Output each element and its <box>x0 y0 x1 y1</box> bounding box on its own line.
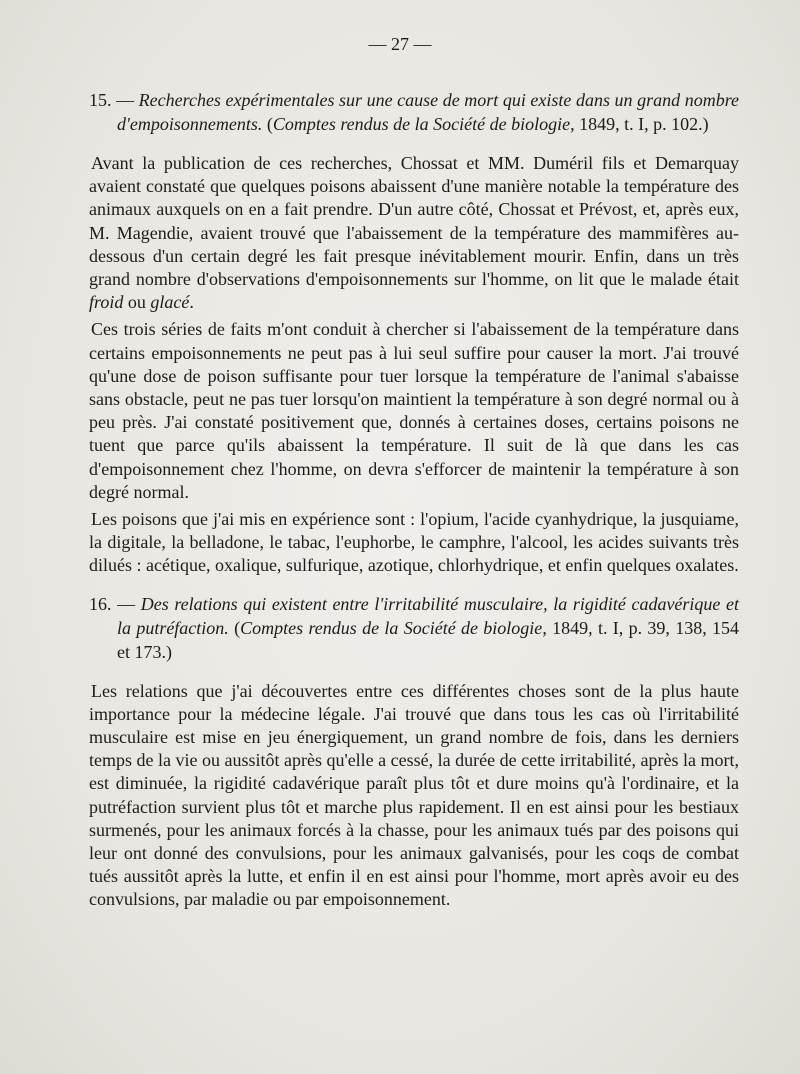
emphasis-froid: froid <box>89 292 124 313</box>
paragraph-text: Avant la publication de ces recherches, Chossat et MM. Duméril fils et Demarquay avaient constaté que quelques poisons abaissent d'une manière notable la température des animaux auxquels on en a fait prendre. D'un autre côté, Chossat et Prévost, et, après eux, M. Magendie, avaient trouvé que l'abaissement de la température des mammifères au-dessous d'un certain degré les fait presque inévitablement mourir. Enfin, dans un très grand nombre d'observations d'empoisonnements sur l'homme, on lit que le malade était <box>89 153 739 290</box>
reference-open: ( <box>266 114 273 134</box>
paragraph-text: . <box>189 292 194 313</box>
reference-details: , 1849, t. I, p. 102.) <box>570 114 709 134</box>
page-number: — 27 — <box>368 34 432 54</box>
entry-heading-15 <box>89 88 739 136</box>
page-content <box>89 88 739 916</box>
paragraph: Ces trois séries de faits m'ont conduit à chercher si l'abaissement de la température dans certains empoisonnements ne peut pas à lui seul suffire pour causer la mort. J'ai trouvé qu'une dose de poison suffisante pour tuer lorsque la température de l'animal s'abaisse sans obstacle, peut ne pas tuer lorsqu'on maintient la température à son degré normal ou à peu près. J'ai constaté positivement que, donnés à certaines doses, certains poisons ne tuent que parce qu'ils abaissent la température. Il suit de là que dans les cas d'empoisonnement chez l'homme, on devra s'efforcer de maintenir la température à son degré normal. <box>89 319 739 502</box>
paragraph: Les poisons que j'ai mis en expérience sont : l'opium, l'acide cyanhydrique, la jusquiame, la digitale, la belladone, le tabac, l'euphorbe, le camphre, l'alcool, les acides suivants très dilués : acétique, oxalique, sulfurique, azotique, chlorhydrique, et enfin quelques oxalates. <box>89 509 739 576</box>
paragraph-text: ou <box>123 292 151 313</box>
paragraph <box>89 152 739 314</box>
entry-title: Des relations qui existent entre l'irritabilité musculaire, la rigidité cadavérique et la putréfaction. <box>117 593 740 638</box>
emphasis-glace: glacé <box>150 292 190 313</box>
entry-heading-16 <box>89 592 739 664</box>
reference-details: , 1849, t. I, p. 39, 138, 154 et 173.) <box>117 617 740 662</box>
entry-number: 16. — <box>89 593 136 614</box>
reference-source: Comptes rendus de la Société de biologie <box>240 617 543 638</box>
reference-source: Comptes rendus de la Société de biologie <box>272 114 571 134</box>
reference-open: ( <box>234 617 241 638</box>
entry-title: Recherches expérimentales sur une cause de mort qui existe dans un grand nombre d'empoisonnements. <box>117 90 740 134</box>
entry-number: 15. — <box>89 90 135 110</box>
paragraph: Les relations que j'ai découvertes entre ces différentes choses sont de la plus haute importance pour la médecine légale. J'ai trouvé que dans tous les cas où l'irritabilité musculaire est mise en jeu énergiquement, un grand nombre de fois, dans les derniers temps de la vie ou aussitôt après qu'elle a cessé, la durée de cette irritabilité, après la mort, est diminuée, la rigidité cadavérique paraît plus tôt et dure moins qu'à l'ordinaire, et la putréfaction survient plus tôt et marche plus rapidement. Il en est ainsi pour les bestiaux surmenés, pour les animaux forcés à la chasse, pour les animaux tués par des poisons qui leur ont donné des convulsions, pour les animaux galvanisés, pour les coqs de combat tués aussitôt après la lutte, et enfin il en est ainsi pour l'homme, mort après avoir eu des convulsions, par maladie ou par empoisonnement. <box>89 680 739 910</box>
